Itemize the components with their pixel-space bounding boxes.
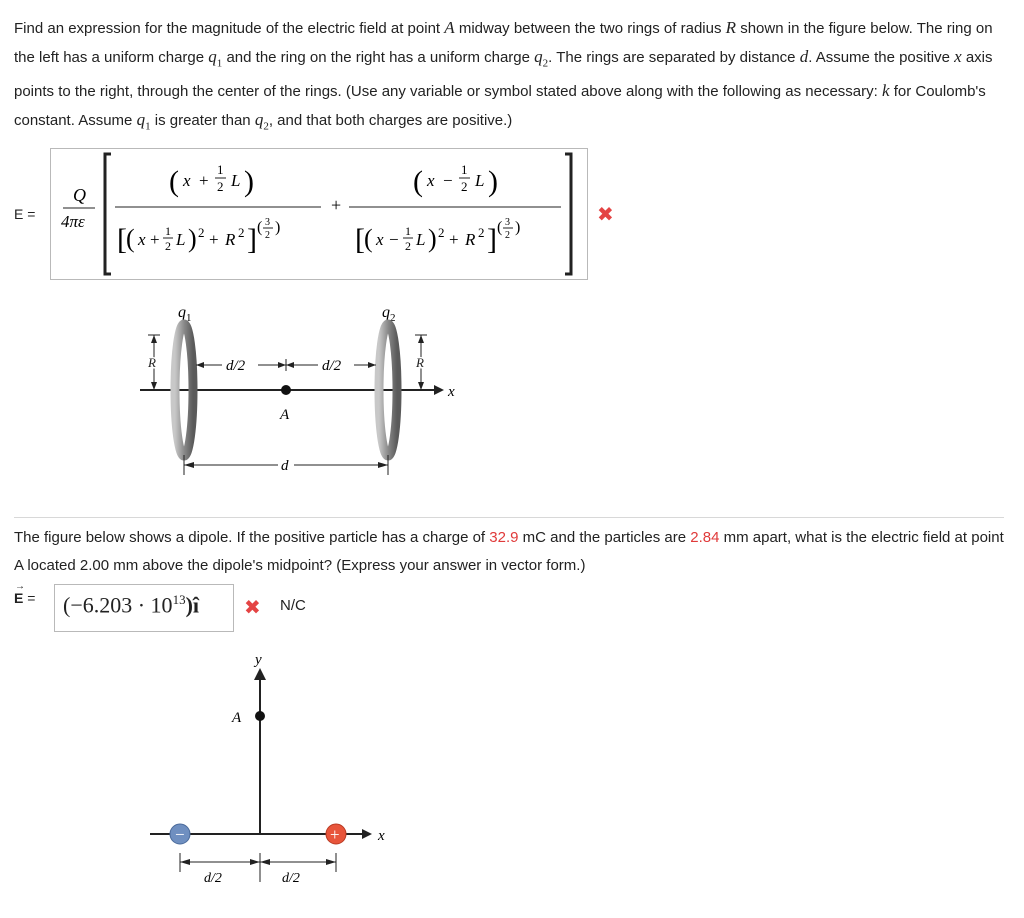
svg-text:3: 3 [505, 217, 510, 228]
minus-sign: − [175, 825, 185, 844]
q1-text-part: , and that both charges are positive.) [268, 112, 513, 130]
label-R-left: R [148, 355, 156, 370]
svg-text:(: ( [126, 224, 135, 253]
label-d2-left: d/2 [204, 871, 222, 886]
svg-text:): ) [275, 219, 281, 236]
svg-text:2: 2 [265, 230, 270, 241]
svg-text:1: 1 [461, 162, 468, 177]
plus-sign: + [330, 825, 340, 844]
incorrect-x-icon: ✖ [244, 595, 261, 619]
svg-text:): ) [428, 224, 437, 253]
svg-text:L: L [231, 171, 241, 190]
q2-text-part: The figure below shows a dipole. If the positive particle has a charge of [14, 529, 486, 546]
answer-1-formula [51, 149, 587, 279]
label-A: A [232, 710, 242, 726]
svg-text:1: 1 [217, 162, 224, 177]
svg-text:(: ( [497, 219, 503, 236]
q2-text-part: mm apart, what is the electric field at point A located 2.00 mm above the dipole's midpoint? (Express your answer in vector form.) [14, 529, 1004, 574]
svg-text:x: x [376, 230, 384, 249]
answer-1-field[interactable] [50, 148, 588, 280]
answer-1-label: E = [14, 206, 36, 222]
label-y: y [255, 652, 262, 668]
q1-text-part: midway between the two rings of radius [458, 20, 722, 37]
section-divider [14, 517, 1004, 518]
label-q1: $q_1$ [178, 304, 192, 324]
var-x: x [954, 47, 962, 66]
label-x: x [378, 828, 385, 844]
svg-text:(: ( [257, 219, 263, 236]
label-d: d [281, 458, 289, 474]
svg-text:+: + [449, 230, 459, 249]
svg-text:R: R [465, 230, 476, 249]
svg-text:+: + [209, 230, 219, 249]
svg-text:[: [ [117, 223, 127, 256]
x-axis-arrow [362, 829, 372, 839]
term2-numerator [413, 162, 498, 198]
formula-4pi-eps: 4πε [61, 212, 85, 231]
q1-text-part: . The rings are separated by distance [548, 49, 796, 66]
x-axis-arrow [434, 385, 444, 395]
q1-text-part: axis points to the right, through the center of the rings. (Use any variable or symbol stated above along with the following as necessary: [14, 49, 993, 101]
svg-text:+: + [199, 171, 209, 190]
q1-text-part: . Assume the positive [808, 49, 950, 66]
svg-text:L: L [475, 171, 485, 190]
svg-text:[: [ [355, 223, 365, 256]
svg-text:]: ] [247, 223, 257, 256]
q1-text-part: Find an expression for the magnitude of the electric field at point [14, 20, 441, 37]
svg-text:2: 2 [198, 225, 205, 240]
big-bracket-left [105, 154, 111, 274]
var-k: k [881, 81, 890, 101]
answer-2-value: $(-6.203 \cdot 10^{13})î$ [63, 592, 200, 618]
label-A: A [280, 407, 290, 423]
q1-text-part: and the ring on the right has a uniform charge [226, 49, 530, 66]
question-1-text [14, 14, 1004, 141]
incorrect-x-icon: ✖ [597, 202, 614, 226]
svg-text:2: 2 [217, 179, 224, 194]
svg-text:]: ] [487, 223, 497, 256]
y-axis-arrow [254, 668, 266, 680]
var-q1: $q_1$ [208, 47, 223, 70]
svg-text:2: 2 [165, 239, 171, 253]
answer-2-label: → E = [14, 581, 36, 606]
answer-2-field[interactable] [54, 584, 234, 632]
separation-value: 2.84 [690, 529, 720, 546]
label-d2-right: d/2 [322, 358, 342, 374]
rings-figure [140, 295, 480, 485]
svg-text:(: ( [169, 165, 179, 198]
svg-text:x: x [427, 171, 435, 190]
svg-text:(: ( [413, 165, 423, 198]
svg-text:L: L [176, 230, 186, 249]
svg-text:−: − [443, 171, 453, 190]
var-A: A [444, 18, 455, 37]
svg-text:2: 2 [238, 225, 245, 240]
point-A [255, 711, 265, 721]
term2-denominator [355, 217, 520, 256]
svg-text:1: 1 [405, 224, 411, 238]
label-d2-right: d/2 [282, 871, 300, 886]
formula-Q: Q [73, 185, 86, 205]
q1-text-part: shown in the figure below. The ring on the left has a uniform charge [14, 20, 993, 66]
formula-plus: + [331, 195, 342, 215]
big-bracket-right [565, 154, 571, 274]
point-A [281, 385, 291, 395]
label-q2: $q_2$ [382, 304, 396, 324]
svg-text:x: x [183, 171, 191, 190]
dipole-figure [140, 650, 400, 890]
svg-text:): ) [188, 224, 197, 253]
question-2-text [14, 524, 1004, 580]
svg-text:2: 2 [505, 230, 510, 241]
label-x: x [448, 384, 455, 400]
svg-text:2: 2 [405, 239, 411, 253]
svg-text:2: 2 [438, 225, 445, 240]
svg-text:+: + [150, 230, 160, 249]
charge-value: 32.9 [489, 529, 519, 546]
svg-text:2: 2 [461, 179, 468, 194]
q1-text-part: is greater than [154, 112, 251, 130]
svg-text:3: 3 [265, 217, 270, 228]
svg-text:): ) [488, 165, 498, 198]
answer-2-unit: N/C [280, 597, 306, 614]
q2-text-part: mC and the particles are [522, 529, 687, 546]
label-R-right: R [416, 355, 424, 370]
term1-numerator [169, 162, 254, 198]
svg-text:−: − [389, 230, 399, 249]
svg-text:1: 1 [165, 224, 171, 238]
label-d2-left: d/2 [226, 358, 246, 374]
var-d: d [799, 47, 809, 66]
q1-text-part: for Coulomb's constant. Assume [14, 83, 986, 130]
svg-text:2: 2 [478, 225, 485, 240]
svg-text:): ) [515, 219, 521, 236]
svg-text:(: ( [364, 224, 373, 253]
var-q2: $q_2$ [534, 47, 549, 70]
var-q1: $q_1$ [136, 110, 151, 133]
svg-text:R: R [225, 230, 236, 249]
term1-denominator [117, 217, 280, 256]
svg-text:x: x [138, 230, 146, 249]
svg-text:): ) [244, 165, 254, 198]
svg-text:L: L [416, 230, 426, 249]
var-q2: $q_2$ [254, 110, 269, 133]
var-R: R [725, 18, 737, 37]
